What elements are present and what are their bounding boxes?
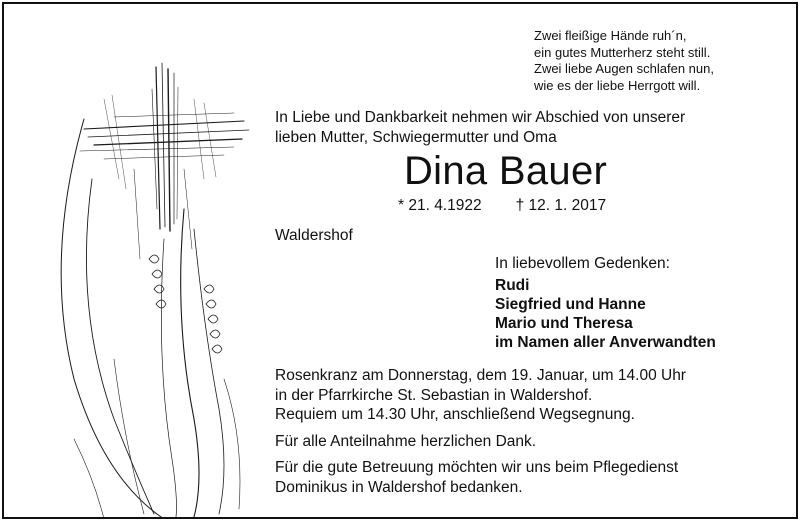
poem-line: Zwei fleißige Hände ruh´n, (534, 28, 687, 43)
mourners-list (495, 276, 716, 352)
mourner-name: Mario und Theresa (495, 315, 633, 332)
service-details (275, 366, 686, 425)
poem-line: Zwei liebe Augen schlafen nun, (534, 61, 714, 76)
care-line: Dominikus in Waldershof bedanken. (275, 478, 523, 496)
poem-line: ein gutes Mutterherz steht still. (534, 44, 711, 60)
care-line: Für die gute Betreuung möchten wir uns beim Pflegedienst (275, 459, 679, 476)
death-date: † 12. 1. 2017 (515, 197, 607, 214)
intro-line: In Liebe und Dankbarkeit nehmen wir Abschied von unserer (275, 109, 686, 126)
birth-date: * 21. 4.1922 (398, 197, 482, 214)
obituary-notice (2, 2, 798, 519)
service-line: Requiem um 14.30 Uhr, anschließend Wegsegnung. (275, 406, 635, 423)
mourner-name: im Namen aller Anverwandten (495, 334, 716, 351)
care-thanks (275, 458, 678, 497)
poem (534, 28, 714, 94)
deceased-name: Dina Bauer (404, 149, 608, 193)
residence-place: Waldershof (275, 227, 353, 244)
poem-line: wie es der liebe Herrgott will. (534, 77, 701, 93)
cross-with-wheat-icon (44, 59, 264, 519)
thanks-text: Für alle Anteilnahme herzlichen Dank. (275, 433, 537, 450)
service-line: in der Pfarrkirche St. Sebastian in Waldershof. (275, 386, 593, 404)
intro-line: lieben Mutter, Schwiegermutter und Oma (275, 129, 557, 146)
memory-heading: In liebevollem Gedenken: (495, 255, 670, 272)
mourner-name: Siegfried und Hanne (495, 296, 646, 313)
life-dates (398, 196, 606, 216)
intro-text (275, 108, 685, 148)
mourner-name: Rudi (495, 277, 530, 294)
service-line: Rosenkranz am Donnerstag, dem 19. Januar, um 14.00 Uhr (275, 367, 686, 384)
